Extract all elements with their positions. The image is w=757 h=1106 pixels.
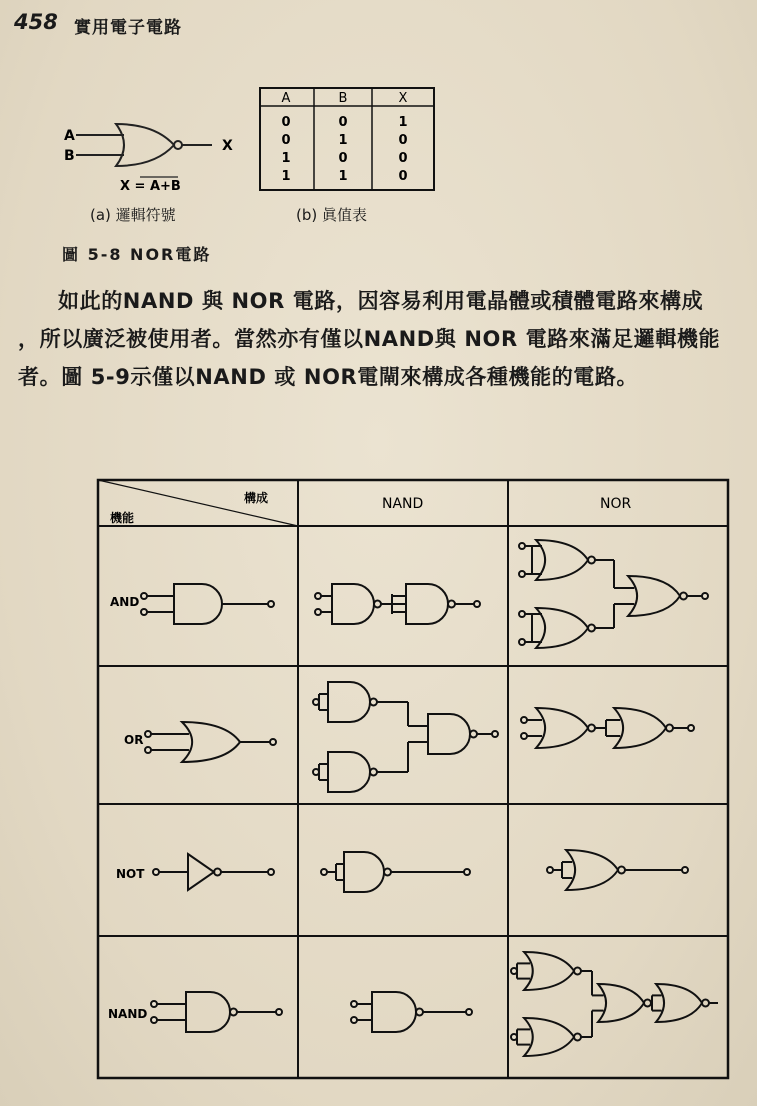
truth-table-cell: 0 bbox=[281, 133, 291, 148]
terminal bbox=[492, 731, 498, 737]
terminal bbox=[151, 1001, 157, 1007]
truth-table-cell: 0 bbox=[398, 133, 408, 148]
truth-table-cell: 0 bbox=[338, 151, 348, 166]
nand-gate bbox=[332, 584, 374, 624]
corner-label-top: 構成 bbox=[244, 491, 269, 505]
nor-gate bbox=[524, 952, 574, 990]
column-header-nand: NAND bbox=[382, 496, 424, 512]
column-header-nor: NOR bbox=[600, 496, 632, 512]
terminal bbox=[688, 725, 694, 731]
corner-label-bottom: 機能 bbox=[110, 511, 135, 525]
terminal bbox=[466, 1009, 472, 1015]
terminal bbox=[521, 733, 527, 739]
row-label-and: AND bbox=[110, 595, 140, 609]
symbol-input-b-label: B bbox=[64, 148, 75, 164]
terminal bbox=[268, 869, 274, 875]
nor-equation: X = A+B bbox=[120, 179, 181, 194]
inversion-bubble bbox=[374, 601, 381, 608]
terminal bbox=[519, 571, 525, 577]
terminal bbox=[153, 869, 159, 875]
terminal bbox=[464, 869, 470, 875]
truth-table-cell: 1 bbox=[281, 151, 291, 166]
nand-gate-symbol bbox=[186, 992, 230, 1032]
inversion-bubble bbox=[384, 869, 391, 876]
terminal bbox=[351, 1017, 357, 1023]
nor-logic-symbol bbox=[60, 112, 250, 202]
terminal bbox=[547, 867, 553, 873]
nand-gate bbox=[428, 714, 470, 754]
inversion-bubble bbox=[230, 1009, 237, 1016]
or-gate-symbol bbox=[182, 722, 240, 762]
nor-gate bbox=[524, 1018, 574, 1056]
terminal bbox=[321, 869, 327, 875]
nor-gate bbox=[536, 608, 588, 648]
paragraph-line-2: ，所以廣泛被使用者。當然亦有僅以NAND與 NOR 電路來滿足邏輯機能 bbox=[18, 327, 721, 351]
and-gate-symbol bbox=[174, 584, 222, 624]
gate-equivalence-table bbox=[96, 478, 732, 1082]
terminal bbox=[474, 601, 480, 607]
truth-table-cell: 0 bbox=[398, 151, 408, 166]
nand-gate bbox=[372, 992, 416, 1032]
terminal bbox=[270, 739, 276, 745]
truth-table-cell: 1 bbox=[281, 169, 291, 184]
paragraph-line-1: 如此的NAND 與 NOR 電路，因容易利用電晶體或積體電路來構成 bbox=[58, 289, 704, 313]
terminal bbox=[141, 609, 147, 615]
terminal bbox=[151, 1017, 157, 1023]
figure-caption: 圖 5-8 NOR電路 bbox=[62, 245, 212, 264]
nor-gate bbox=[536, 540, 588, 580]
terminal bbox=[519, 611, 525, 617]
figure-a-label: (a) 邏輯符號 bbox=[90, 206, 176, 224]
inversion-bubble bbox=[416, 1009, 423, 1016]
terminal bbox=[519, 639, 525, 645]
terminal bbox=[315, 593, 321, 599]
nand-gate bbox=[344, 852, 384, 892]
truth-table-header: B bbox=[338, 91, 348, 106]
terminal bbox=[682, 867, 688, 873]
terminal bbox=[519, 543, 525, 549]
nor-gate bbox=[614, 708, 666, 748]
row-label-not: NOT bbox=[116, 867, 145, 881]
inversion-bubble bbox=[370, 769, 377, 776]
row-label-nand: NAND bbox=[108, 1007, 148, 1021]
terminal bbox=[145, 731, 151, 737]
figure-b-label: (b) 眞值表 bbox=[296, 206, 367, 224]
inversion-bubble bbox=[470, 731, 477, 738]
truth-table-cell: 1 bbox=[338, 169, 348, 184]
equation-rhs: A+B bbox=[149, 179, 181, 194]
nor-gate bbox=[628, 576, 680, 616]
truth-table-cell: 0 bbox=[398, 169, 408, 184]
terminal bbox=[521, 717, 527, 723]
body-paragraph bbox=[18, 282, 748, 396]
terminal bbox=[141, 593, 147, 599]
page-number: 458 bbox=[14, 10, 58, 34]
truth-table-cell: 0 bbox=[281, 115, 291, 130]
nor-gate bbox=[536, 708, 588, 748]
nand-gate bbox=[328, 752, 370, 792]
inversion-bubble bbox=[448, 601, 455, 608]
book-title: 實用電子電路 bbox=[74, 18, 182, 38]
nand-gate bbox=[406, 584, 448, 624]
terminal bbox=[276, 1009, 282, 1015]
inversion-bubble bbox=[370, 699, 377, 706]
nor-gate bbox=[656, 984, 702, 1022]
truth-table-cell: 1 bbox=[338, 133, 348, 148]
symbol-input-a-label: A bbox=[64, 128, 75, 144]
not-gate-symbol bbox=[188, 854, 214, 890]
paragraph-line-3: 者。圖 5-9示僅以NAND 或 NOR電閘來構成各種機能的電路。 bbox=[18, 365, 639, 389]
terminal bbox=[145, 747, 151, 753]
nor-gate bbox=[566, 850, 618, 890]
nand-gate bbox=[328, 682, 370, 722]
terminal bbox=[351, 1001, 357, 1007]
row-label-or: OR bbox=[124, 733, 144, 747]
terminal bbox=[702, 593, 708, 599]
terminal bbox=[268, 601, 274, 607]
truth-table-header: X bbox=[398, 91, 408, 106]
nor-gate bbox=[598, 984, 644, 1022]
truth-table-cell: 0 bbox=[338, 115, 348, 130]
nor-truth-table bbox=[258, 86, 438, 194]
truth-table-cell: 1 bbox=[398, 115, 408, 130]
symbol-output-label: X bbox=[222, 138, 233, 154]
truth-table-header: A bbox=[281, 91, 291, 106]
terminal bbox=[315, 609, 321, 615]
